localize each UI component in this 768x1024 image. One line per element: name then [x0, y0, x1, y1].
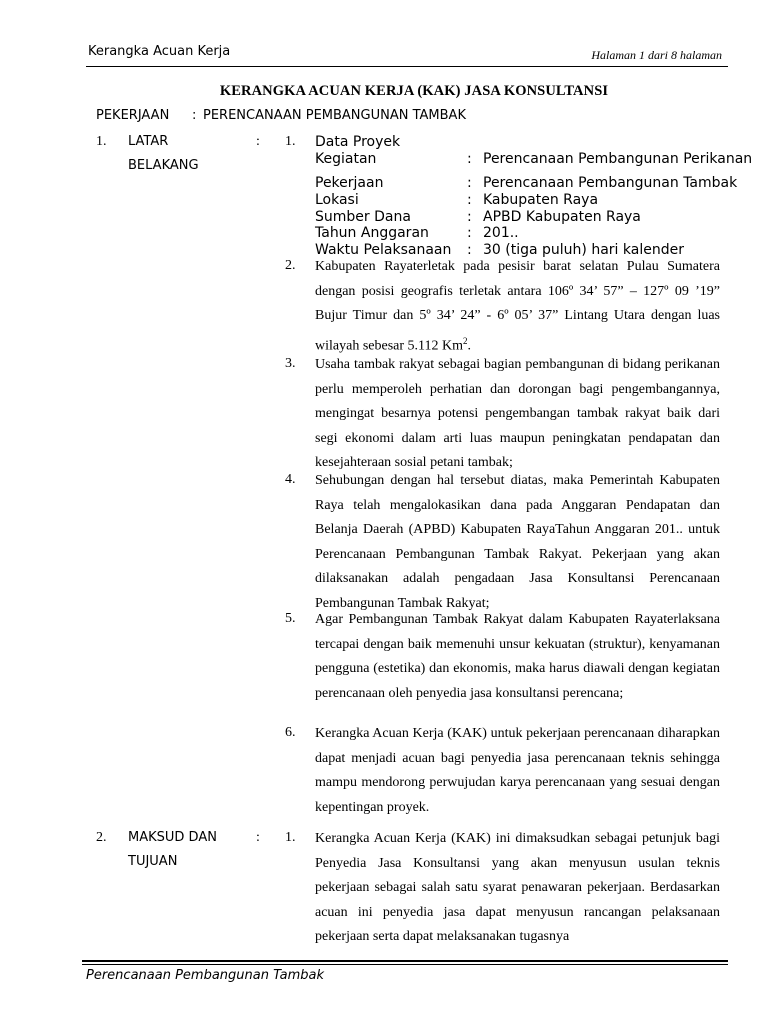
data-proyek-row-colon: :: [467, 192, 472, 208]
item-number: 4.: [285, 472, 296, 487]
item-paragraph-tail: .: [467, 338, 471, 354]
item-number: 2.: [285, 258, 296, 273]
section-number: 2.: [96, 830, 107, 845]
item-paragraph: Kerangka Acuan Kerja (KAK) untuk pekerjaan perencanaan diharapkan dapat menjadi acuan bagi penyedia jasa perencanaan teknis sehingga mampu mendorong perwujudan karya perencanaan yang sesuai dengan kepentingan proyek.: [315, 726, 720, 815]
superscript: 2: [463, 335, 468, 346]
data-proyek-row-value: Perencanaan Pembangunan Tambak: [483, 175, 738, 191]
data-proyek-row-label: Tahun Anggaran: [315, 225, 429, 241]
item-number: 1.: [285, 134, 296, 149]
section-number: 1.: [96, 134, 107, 149]
item-number: 5.: [285, 611, 296, 626]
item-number: 1.: [285, 830, 296, 845]
data-proyek-row-colon: :: [467, 175, 472, 191]
header-divider: [86, 66, 728, 67]
section-label-line2: TUJUAN: [128, 854, 178, 869]
data-proyek-row-value: Kabupaten Raya: [483, 192, 599, 208]
data-proyek-row-colon: :: [467, 209, 472, 225]
footer-divider-thin: [82, 964, 728, 965]
data-proyek-row-value: Perencanaan Pembangunan Perikanan: [483, 151, 753, 167]
data-proyek-row-colon: :: [467, 225, 472, 241]
header-page-number: Halaman 1 dari 8 halaman: [591, 48, 722, 62]
section-label-line2: BELAKANG: [128, 158, 199, 173]
data-proyek-row-value: 201..: [483, 225, 519, 241]
item-number: 3.: [285, 356, 296, 371]
section-colon: :: [256, 134, 260, 149]
item-paragraph: Sehubungan dengan hal tersebut diatas, maka Pemerintah Kabupaten Raya telah mengalokasikan dana pada Anggaran Pendapatan dan Belanja Daerah (APBD) Kabupaten RayaTahun Anggaran 201.. untuk Perencanaan Pembangunan Tambak Rakyat. Pekerjaan yang akan dilaksanakan adalah pengadaan Jasa Konsultansi Perencanaan Pembangunan Tambak Rakyat;: [315, 473, 720, 611]
section-label-line1: MAKSUD DAN: [128, 830, 217, 845]
pekerjaan-colon: :: [192, 108, 197, 123]
item-paragraph-text: Kabupaten Rayaterletak pada pesisir barat selatan Pulau Sumatera dengan posisi geografis terletak antara 106º 34’ 57” – 127º 09 ’19” Bujur Timur dan 5º 34’ 24” - 6º 05’ 37” Lintang Utara dengan luas wilayah sebesar 5.112 Km: [315, 259, 720, 354]
footer-divider-thick: [82, 960, 728, 962]
data-proyek-row-label: Kegiatan: [315, 151, 377, 167]
data-proyek-row-label: Pekerjaan: [315, 175, 384, 191]
data-proyek-row-value: 30 (tiga puluh) hari kalender: [483, 242, 684, 258]
section-label: [128, 130, 199, 178]
item-paragraph: Agar Pembangunan Tambak Rakyat dalam Kabupaten Rayaterlaksana tercapai dengan baik memenuhi unsur kekuatan (struktur), kenyamanan pengguna (estetika) dan ekonomis, maka harus diawali dengan kegiatan perencanaan oleh penyedia jasa konsultansi perencana;: [315, 612, 720, 701]
data-proyek-row-value: APBD Kabupaten Raya: [483, 209, 641, 225]
data-proyek-heading: Data Proyek: [315, 134, 401, 150]
data-proyek-row-label: Sumber Dana: [315, 209, 411, 225]
header-doc-title: Kerangka Acuan Kerja: [88, 44, 231, 59]
item-paragraph: Kerangka Acuan Kerja (KAK) ini dimaksudkan sebagai petunjuk bagi Penyedia Jasa Konsultansi yang akan menyusun usulan teknis pekerjaan sebagai salah satu syarat penawaran pekerjaan. Berdasarkan acuan ini penyedia jasa dapat menyusun rancangan pelaksanaan pekerjaan serta dapat melaksanakan tugasnya: [315, 831, 720, 944]
footer-text: Perencanaan Pembangunan Tambak: [86, 968, 325, 983]
data-proyek-row-colon: :: [467, 151, 472, 167]
item-paragraph: [315, 255, 720, 359]
section-label-line1: LATAR: [128, 134, 169, 149]
section-colon: :: [256, 830, 260, 845]
item-paragraph: Usaha tambak rakyat sebagai bagian pembangunan di bidang perikanan perlu memperoleh perhatian dan dorongan bagi pengembangannya, mengingat besarnya potensi pengembangan tambak rakyat baik dari segi ekonomi dalam arti luas maupun peningkatan pendapatan dan kesejahteraan sosial petani tambak;: [315, 357, 720, 470]
item-number: 6.: [285, 725, 296, 740]
pekerjaan-label: PEKERJAAN: [96, 108, 170, 123]
data-proyek-row-label: Waktu Pelaksanaan: [315, 242, 452, 258]
section-label: [128, 826, 217, 874]
data-proyek-row-colon: :: [467, 242, 472, 258]
document-title: KERANGKA ACUAN KERJA (KAK) JASA KONSULTANSI: [219, 83, 609, 99]
data-proyek-row-label: Lokasi: [315, 192, 359, 208]
pekerjaan-value: PERENCANAAN PEMBANGUNAN TAMBAK: [203, 108, 466, 123]
